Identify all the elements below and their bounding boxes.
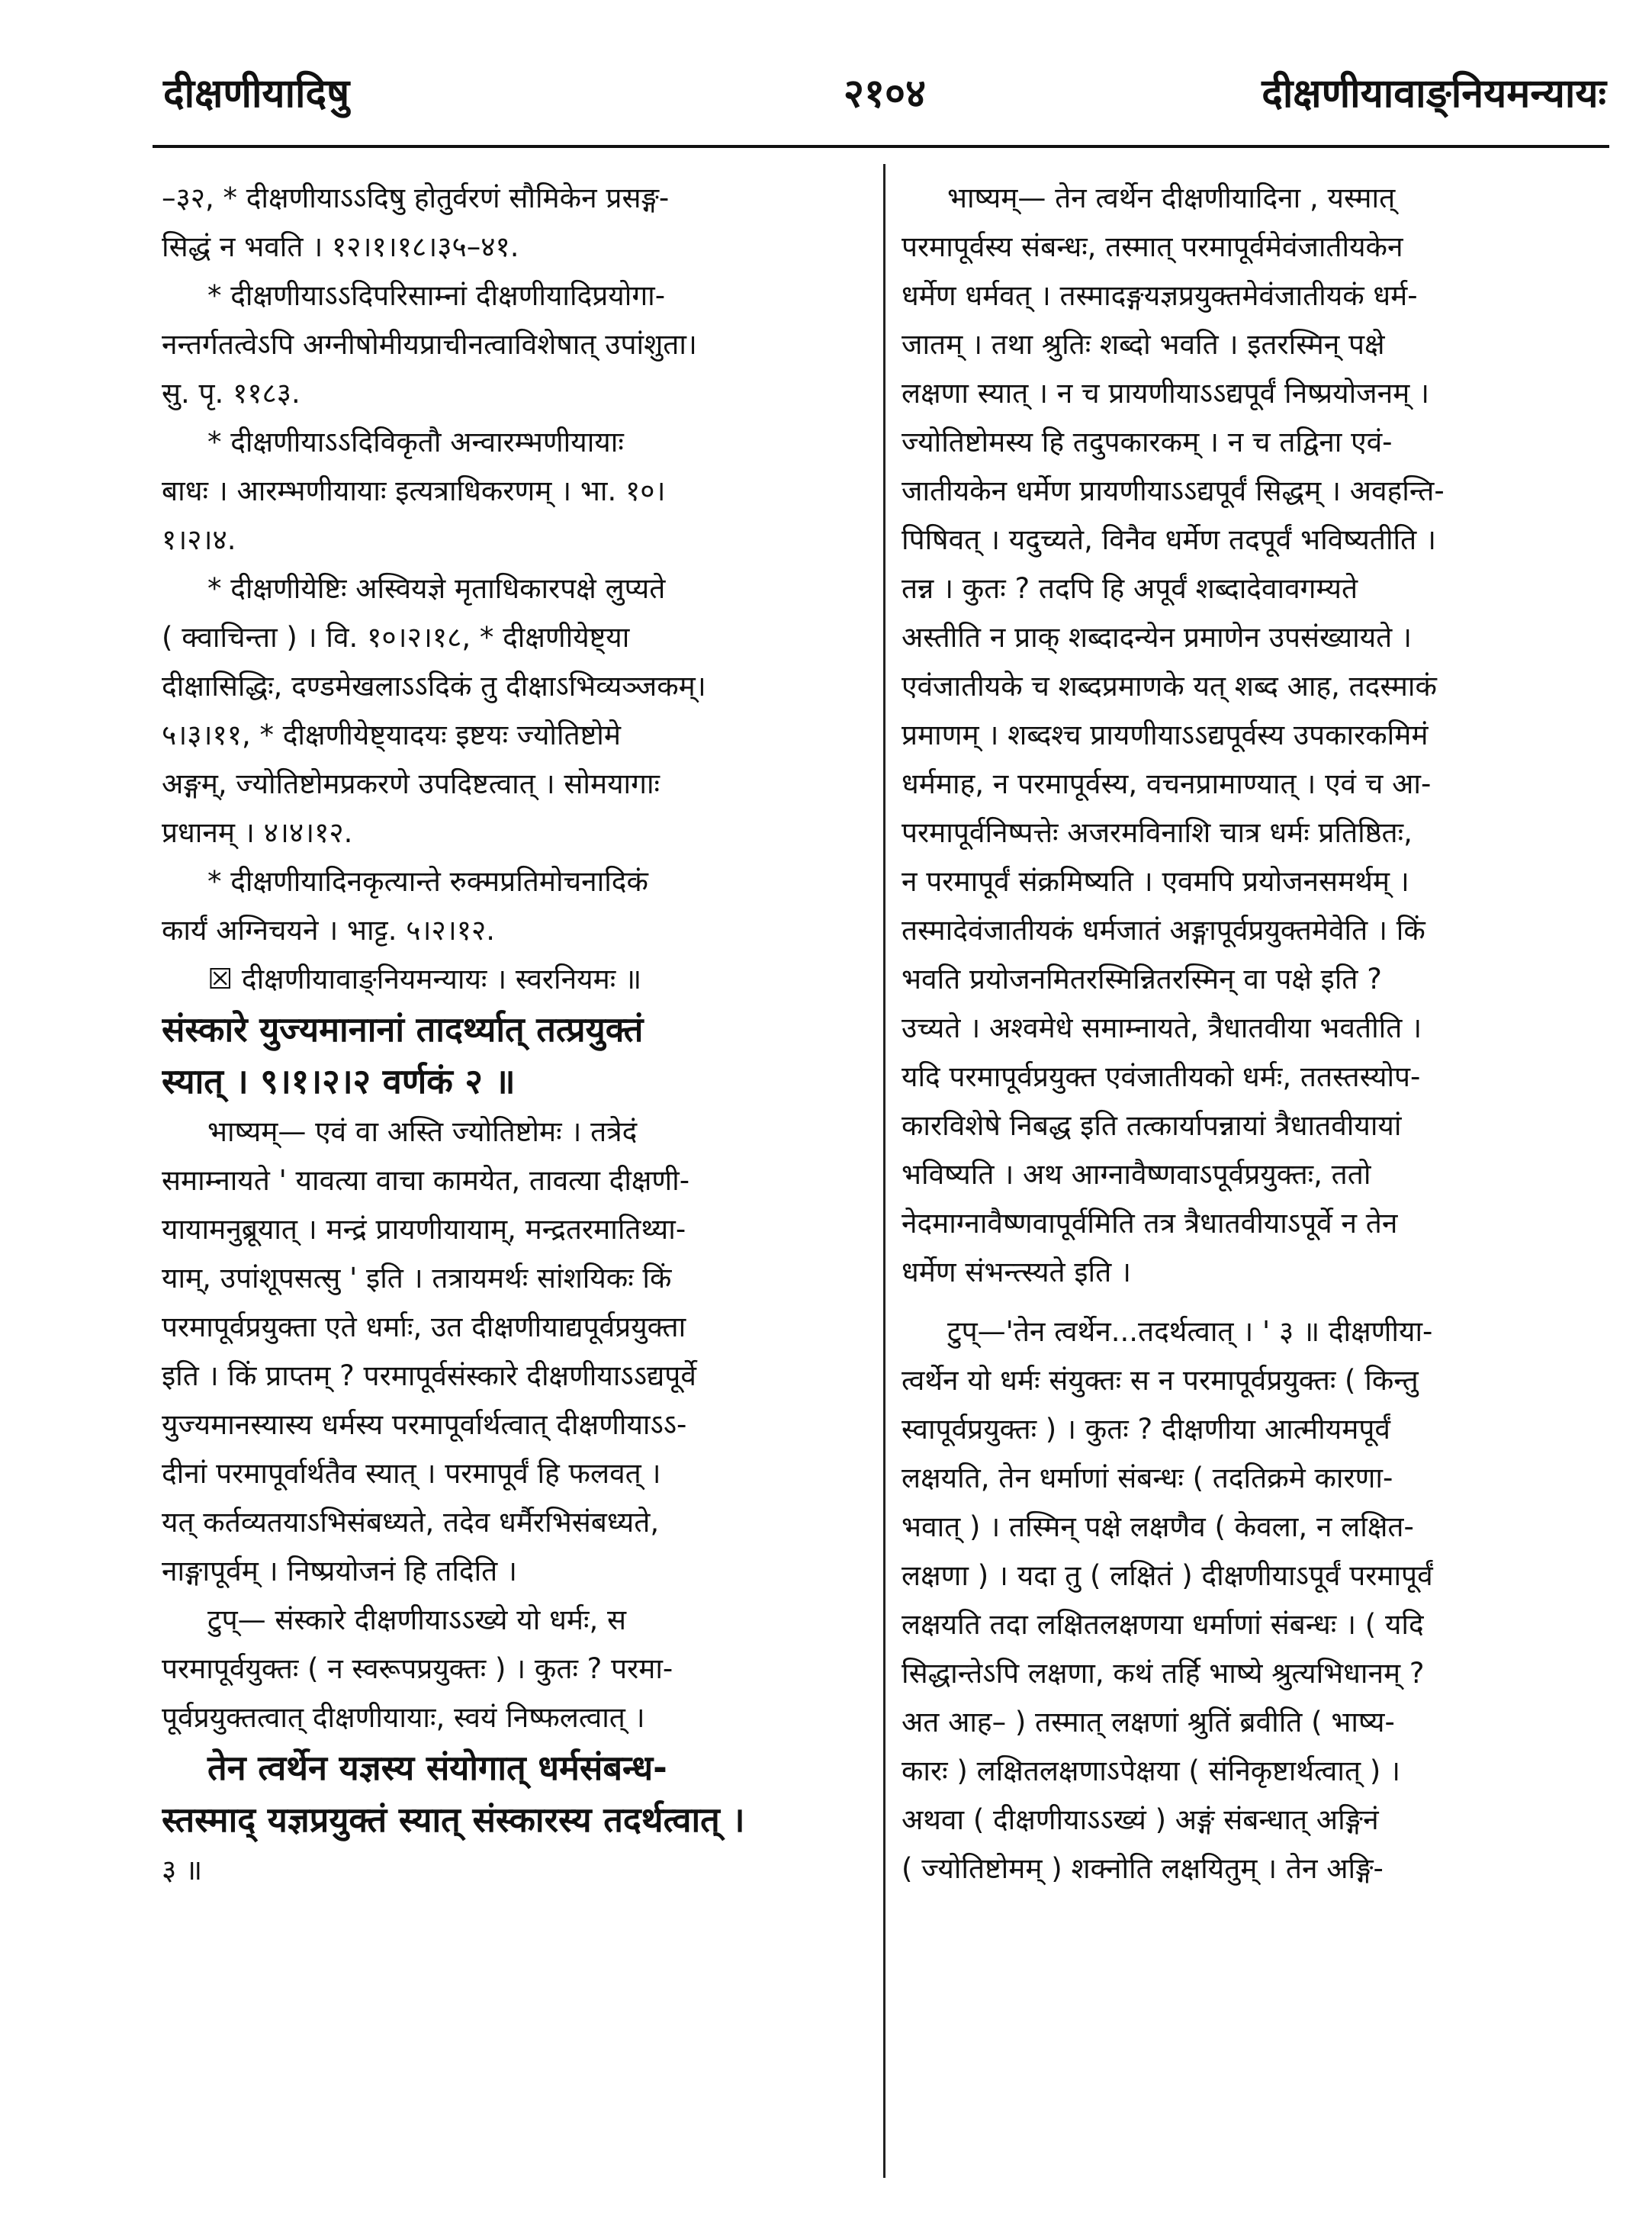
text-line: कारः ) लक्षितलक्षणाऽपेक्षया ( संनिकृष्टार्थत्वात् ) । [902,1754,1401,1787]
text-line: भाष्यम्— एवं वा अस्ति ज्योतिष्टोमः । तत्रेदं [207,1115,638,1148]
text-line: भविष्यति । अथ आग्नावैष्णवाऽपूर्वप्रयुक्तः, ततो [902,1158,1371,1191]
text-line: नाङ्गापूर्वम् । निष्प्रयोजनं हि तदिति । [162,1555,518,1587]
text-line: समाम्नायते ' यावत्या वाचा कामयेत, तावत्या दीक्षणी- [162,1164,690,1197]
text-line: नेदमाग्नावैष्णवापूर्वमिति तत्र त्रैधातवीयाऽपूर्वे न तेन [902,1207,1398,1240]
text-line: लक्षयति तदा लक्षितलक्षणया धर्माणां संबन्धः । ( यदि [902,1608,1424,1641]
text-line: यत् कर्तव्यतयाऽभिसंबध्यते, तदेव धर्मैरभिसंबध्यते, [162,1506,660,1539]
text-line: स्वापूर्वप्रयुक्तः ) । कुतः ? दीक्षणीया आत्मीयमपूर्वं [902,1413,1390,1446]
right-column [902,174,1611,1893]
sutra-line: स्यात् । ९।१।२।२ वर्णकं २ ॥ [162,1061,516,1102]
text-line: यायामनुब्रूयात् । मन्द्रं प्रायणीयायाम्, मन्द्रतरमातिथ्या- [162,1213,686,1246]
text-line: धर्मेण संभन्त्स्यते इति । [902,1256,1132,1288]
text-line: पूर्वप्रयुक्तत्वात् दीक्षणीयायाः, स्वयं निष्फलत्वात् । [162,1701,645,1734]
text-line: ५।३।११, * दीक्षणीयेष्ट्यादयः इष्टयः ज्योतिष्टोमे [162,719,622,751]
running-head-left: दीक्षणीयादिषु [163,71,350,117]
left-column [162,174,862,1895]
text-line: टुप्— संस्कारे दीक्षणीयाऽऽख्ये यो धर्मः, स [207,1603,626,1636]
text-line: परमापूर्वनिष्पत्तेः अजरमविनाशि चात्र धर्मः प्रतिष्ठितः, [902,816,1413,849]
text-line: * दीक्षणीयादिनकृत्यान्ते रुक्मप्रतिमोचनादिकं [207,865,648,898]
text-line: * दीक्षणीयेष्टिः अस्वियज्ञे मृताधिकारपक्षे लुप्यते [207,572,666,605]
text-line: तन्न । कुतः ? तदपि हि अपूर्वं शब्दादेवावगम्यते [902,572,1358,605]
text-line: लक्षयति, तेन धर्माणां संबन्धः ( तदतिक्रमे कारणा- [902,1462,1393,1494]
text-line: नन्तर्गतत्वेऽपि अग्नीषोमीयप्राचीनत्वाविशेषात् उपांशुता। [162,328,697,361]
text-line: जातीयकेन धर्मेण प्रायणीयाऽऽद्यपूर्वं सिद्धम् । अवहन्ति- [902,474,1445,507]
text-line: ३ ॥ [162,1854,203,1886]
text-line: एवंजातीयके च शब्दप्रमाणके यत् शब्द आह, तदस्माकं [902,670,1437,703]
text-line: याम्, उपांशूपसत्सु ' इति । तत्रायमर्थः सांशयिकः किं [162,1262,672,1295]
text-line: प्रमाणम् । शब्दश्च प्रायणीयाऽऽद्यपूर्वस्य उपकारकमिमं [902,719,1429,751]
text-line: यदि परमापूर्वप्रयुक्त एवंजातीयको धर्मः, ततस्तस्योप- [902,1060,1421,1093]
text-line: परमापूर्वस्य संबन्धः, तस्मात् परमापूर्वमेवंजातीयकेन [902,230,1403,263]
text-line: अस्तीति न प्राक् शब्दादन्येन प्रमाणेन उपसंख्यायते । [902,621,1413,654]
sutra-line: तेन त्वर्थेन यज्ञस्य संयोगात् धर्मसंबन्ध- [207,1748,667,1788]
text-line: * दीक्षणीयाऽऽदिपरिसाम्नां दीक्षणीयादिप्रयोगा- [207,279,666,312]
text-line: भवात् ) । तस्मिन् पक्षे लक्षणैव ( केवला, न लक्षित- [902,1510,1414,1543]
text-line: तस्मादेवंजातीयकं धर्मजातं अङ्गापूर्वप्रयुक्तमेवेति । किं [902,914,1425,947]
text-line: १।२।४. [162,523,236,556]
text-line: ( ज्योतिष्टोमम् ) शक्नोति लक्षयितुम् । तेन अङ्गि- [902,1852,1384,1885]
text-line: ☒ दीक्षणीयावाङ्नियमन्यायः । स्वरनियमः ॥ [207,963,642,995]
text-line: युज्यमानस्यास्य धर्मस्य परमापूर्वार्थत्वात् दीक्षणीयाऽऽ- [162,1408,687,1441]
text-line: उच्यते । अश्वमेधे समाम्नायते, त्रैधातवीया भवतीति । [902,1012,1422,1044]
text-line: त्वर्थेन यो धर्मः संयुक्तः स न परमापूर्वप्रयुक्तः ( किन्तु [902,1364,1419,1397]
column-divider [883,164,885,2178]
running-head-right: दीक्षणीयावाङ्नियमन्यायः [1261,71,1606,117]
sutra-line: स्तस्माद् यज्ञप्रयुक्तं स्यात् संस्कारस्य तदर्थत्वात् । [162,1799,745,1840]
text-line: भवति प्रयोजनमितरस्मिन्नितरस्मिन् वा पक्षे इति ? [902,963,1382,995]
text-line: पिषिवत् । यदुच्यते, विनैव धर्मेण तदपूर्वं भविष्यतीति । [902,523,1436,556]
text-line: सिद्धान्तेऽपि लक्षणा, कथं तर्हि भाष्ये श्रुत्यभिधानम् ? [902,1657,1425,1690]
text-line: न परमापूर्वं संक्रमिष्यति । एवमपि प्रयोजनसमर्थम् । [902,865,1409,898]
text-line: परमापूर्वप्रयुक्ता एते धर्माः, उत दीक्षणीयाद्यपूर्वप्रयुक्ता [162,1311,686,1343]
page-number: २१०४ [843,71,927,117]
text-line: परमापूर्वयुक्तः ( न स्वरूपप्रयुक्तः ) । कुतः ? परमा- [162,1652,673,1685]
text-line: लक्षणा स्यात् । न च प्रायणीयाऽऽद्यपूर्वं निष्प्रयोजनम् । [902,377,1430,410]
text-line: ( क्वाचिन्ता ) । वि. १०।२।१८, * दीक्षणीयेष्ट्या [162,621,630,654]
text-line: प्रधानम् । ४।४।१२. [162,816,353,849]
text-line: ज्योतिष्टोमस्य हि तदुपकारकम् । न च तद्विना एवं- [902,426,1393,458]
text-line: धर्मेण धर्मवत् । तस्मादङ्गयज्ञप्रयुक्तमेवंजातीयकं धर्म- [902,279,1418,312]
sutra-line: संस्कारे युज्यमानानां तादर्थ्यात् तत्प्रयुक्तं [162,1009,644,1050]
text-line: धर्ममाह, न परमापूर्वस्य, वचनप्रामाण्यात् । एवं च आ- [902,767,1432,800]
text-line: कार्यं अग्निचयने । भाट्ट. ५।२।१२. [162,914,496,947]
header-rule [153,145,1609,148]
text-line: * दीक्षणीयाऽऽदिविकृतौ अन्वारम्भणीयायाः [207,426,624,458]
text-line: दीनां परमापूर्वार्थतैव स्यात् । परमापूर्वं हि फलवत् । [162,1457,661,1490]
text-line: बाधः । आरम्भणीयायाः इत्यत्राधिकरणम् । भा. १०। [162,474,666,507]
text-line: सिद्धं न भवति । १२।१।१८।३५–४१. [162,230,519,263]
text-line: लक्षणा ) । यदा तु ( लक्षितं ) दीक्षणीयाऽपूर्वं परमापूर्वं [902,1559,1433,1592]
text-line: भाष्यम्— तेन त्वर्थेन दीक्षणीयादिना , यस्मात् [947,182,1396,214]
text-line: सु. पृ. ११८३. [162,377,301,410]
text-line: –३२, * दीक्षणीयाऽऽदिषु होतुर्वरणं सौमिकेन प्रसङ्ग- [162,182,670,214]
text-line: अत आह– ) तस्मात् लक्षणां श्रुतिं ब्रवीति ( भाष्य- [902,1706,1395,1738]
text-line: अङ्गम्, ज्योतिष्टोमप्रकरणे उपदिष्टत्वात् । सोमयागाः [162,767,660,800]
text-line: इति । किं प्राप्तम् ? परमापूर्वसंस्कारे दीक्षणीयाऽऽद्यपूर्वे [162,1359,696,1392]
text-line: अथवा ( दीक्षणीयाऽऽख्यं ) अङ्गं संबन्धात् अङ्गिनं [902,1803,1379,1836]
text-line: टुप्—'तेन त्वर्थेन...तदर्थत्वात् । ' ३ ॥ दीक्षणीया- [947,1315,1433,1348]
text-line: कारविशेषे निबद्ध इति तत्कार्यापन्नायां त्रैधातवीयायां [902,1109,1402,1142]
text-line: जातम् । तथा श्रुतिः शब्दो भवति । इतरस्मिन् पक्षे [902,328,1385,361]
text-line: दीक्षासिद्धिः, दण्डमेखलाऽऽदिकं तु दीक्षाऽभिव्यञ्जकम्। [162,670,706,703]
